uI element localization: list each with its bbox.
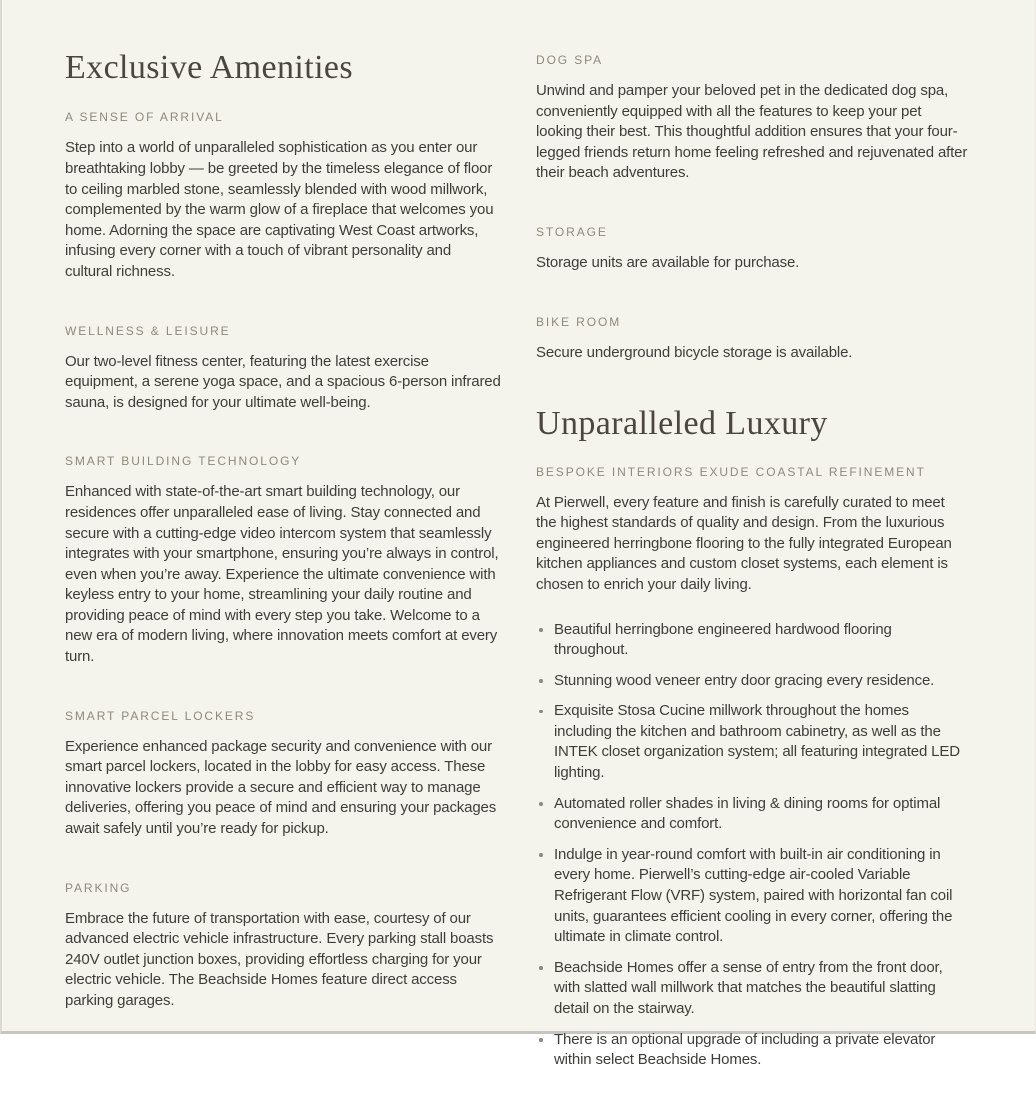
section-body-parking: Embrace the future of transportation with ease, courtesy of our advanced electric vehicle infrastructure. Every parking stall boasts 240V outlet junction boxes, providing effortless charging for your electric vehicle. The Beachside Homes feature direct access parking garages. — [65, 909, 494, 1010]
section-body-bespoke-interiors: At Pierwell, every feature and finish is carefully curated to meet the highest standards of quality and design. From the luxurious engineered herringbone flooring to the fully integrated European kitchen appliances and custom closet systems, each element is chosen to enrich your daily living. — [536, 493, 952, 593]
section-label-wellness-leisure: WELLNESS & LEISURE — [65, 323, 231, 338]
section-label-dog-spa: DOG SPA — [536, 53, 604, 67]
section-label-smart-building-technology: SMART BUILDING TECHNOLOGY — [65, 454, 302, 469]
section-body-a-sense-of-arrival: Step into a world of unparalleled sophistication as you enter our breathtaking lobby — be greeted by the timeless elegance of floor to ceiling marbled stone, seamlessly blended with wood millwork, complemented by the warm glow of a fireplace that welcomes you home. Adorning the space are captivating West Coast artworks, infusing every corner with a touch of vibrant personality and cultural richness. — [65, 139, 494, 280]
section-label-smart-parcel-lockers: SMART PARCEL LOCKERS — [65, 708, 256, 723]
feature-item-beachside-entry: Beachside Homes offer a sense of entry from the front door, with slatted wall millwork that matches the beautiful slatting detail on the stairway. — [536, 958, 969, 1020]
section-dog-spa — [536, 53, 969, 184]
section-wellness-leisure — [65, 324, 502, 414]
section-storage — [536, 225, 969, 274]
section-label-a-sense-of-arrival: A SENSE OF ARRIVAL — [65, 110, 224, 125]
section-label-parking: PARKING — [65, 880, 132, 895]
feature-item-millwork: Exquisite Stosa Cucine millwork throughout the homes including the kitchen and bathroom cabinetry, as well as the INTEK closet organization system; all featuring integrated LED lighting. — [536, 701, 969, 783]
section-parking — [65, 881, 502, 1012]
section-label-bike-room: BIKE ROOM — [536, 314, 622, 329]
section-body-dog-spa: Unwind and pamper your beloved pet in the dedicated dog spa, conveniently equipped with all the features to keep your pet looking their best. This thoughtful addition ensures that your four-legged friends return home feeling refreshed and rejuvenated after their beach adventures. — [536, 82, 968, 182]
feature-item-air-conditioning: Indulge in year-round comfort with built-in air conditioning in every home. Pierwell’s cutting-edge air-cooled Variable Refrigerant Flow (VRF) system, paired with horizontal fan coil units, guarantees efficient cooling in every corner, offering the ultimate in climate control. — [536, 845, 969, 948]
section-a-sense-of-arrival — [65, 110, 502, 282]
right-column — [536, 0, 969, 1112]
section-body-storage: Storage units are available for purchase. — [536, 253, 800, 271]
section-bespoke-interiors — [536, 465, 969, 1071]
section-smart-building-technology — [65, 454, 502, 667]
section-smart-parcel-lockers — [65, 709, 502, 840]
section-bike-room — [536, 315, 969, 364]
section-label-storage: STORAGE — [536, 224, 608, 239]
unparalleled-luxury-heading: Unparalleled Luxury — [536, 405, 828, 443]
section-body-smart-parcel-lockers: Experience enhanced package security and convenience with our smart parcel lockers, located in the lobby for easy access. These innovative lockers provide a secure and efficient way to manage deliveries, offering you peace of mind and ensuring your packages await safely until you’re ready for pickup. — [65, 737, 497, 838]
feature-item-private-elevator: There is an optional upgrade of including a private elevator within select Beachside Homes. — [536, 1030, 969, 1071]
left-column — [65, 0, 502, 1053]
section-body-bike-room: Secure underground bicycle storage is available. — [536, 343, 853, 361]
feature-item-entry-door: Stunning wood veneer entry door gracing every residence. — [536, 671, 969, 692]
feature-item-flooring: Beautiful herringbone engineered hardwood flooring throughout. — [536, 620, 969, 661]
luxury-feature-list — [536, 620, 969, 1071]
exclusive-amenities-heading: Exclusive Amenities — [65, 49, 354, 86]
section-body-wellness-leisure: Our two-level fitness center, featuring the latest exercise equipment, a serene yoga space, and a spacious 6-person infrared sauna, is designed for your ultimate well-being. — [65, 352, 501, 411]
section-body-smart-building-technology: Enhanced with state-of-the-art smart building technology, our residences offer unparalleled ease of living. Stay connected and secure with a cutting-edge video intercom system that seamlessly integrates with your smartphone, ensuring you’re always in control, even when you’re away. Experience the ultimate convenience with keyless entry to your home, streamlining your daily routine and providing peace of mind with every step you take. Welcome to a new era of modern living, where innovation meets comfort at every turn. — [65, 483, 499, 666]
section-label-bespoke-interiors: BESPOKE INTERIORS EXUDE COASTAL REFINEMENT — [536, 464, 926, 479]
feature-item-roller-shades: Automated roller shades in living & dining rooms for optimal convenience and comfort. — [536, 794, 969, 835]
